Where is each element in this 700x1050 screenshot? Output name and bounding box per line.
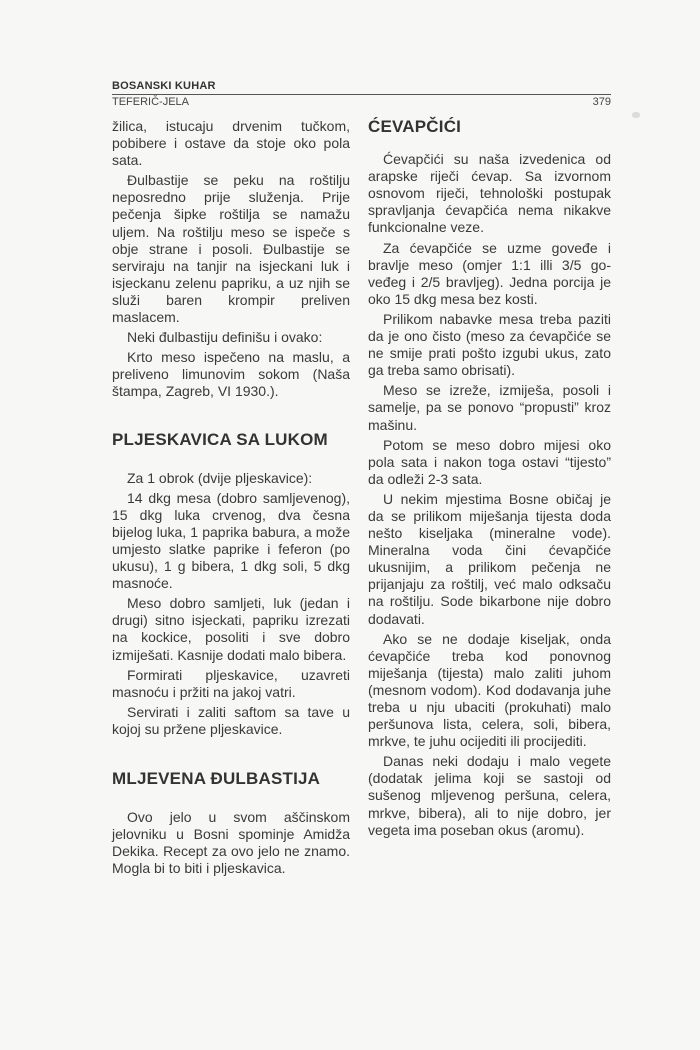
paragraph: Za ćevapčiće se uzme goveđe i bravlje meso (omjer 1:1 illi 3/5 goveđeg i 2/5 bravljeg). Jedna porcija je oko 15 dkg mesa bez kosti. xyxy=(368,239,611,307)
running-header xyxy=(112,80,611,109)
paragraph: Danas neki dodaju i malo vegete (dodatak jelima koji se sastoji od sušenog mljevenog peršuna, celera, mrkve, bibera), ali to nije dobro, jer vegeta ima poseban okus (aromu). xyxy=(368,753,611,838)
paragraph: Za 1 obrok (dvije pljeskavice): xyxy=(127,469,313,486)
paragraph: Ćevapčići su naša izvedenica od arapske riječi ćevap. Sa izvornom osnovom riječi, tehnološki postupak spravljanja ćevapčića nema nikakve funkcionalne veze. xyxy=(368,151,611,236)
paragraph: Ako se ne dodaje kiseljak, onda ćevapčiće treba kod ponovnog miješanja (tijesta) malo zaliti juhom (mesnom vodom). Kod dodavanja juhe treba u nju ubaciti (prokuhati) malo peršunova lista, celera, soli, bibera, mrkve, te juhu ocijediti ili procijediti. xyxy=(368,630,611,750)
paragraph: Krto meso ispečeno na maslu, a preliveno limunovim sokom (Naša štampa, Zagreb, VI 1930.). xyxy=(112,349,350,400)
scan-speck xyxy=(632,112,640,118)
section-heading: ĆEVAPČIĆI xyxy=(368,117,462,136)
paragraph: Ovo jelo u svom aščinskom jelovniku u Bosni spominje Amidža Dekika. Recept za ovo jelo ne znamo. Mogla bi to biti i pljeskavica. xyxy=(112,809,350,877)
paragraph: Đulbastije se peku na roštilju neposredno prije služenja. Prije pečenja šipke roštilja se namažu uljem. Na roštilju meso se ispeče s obje strane i posoli. Đulbastije se serviraju na tanjir na isjeckani luk i isjeckanu zelenu papriku, a uz njih se služi baren krompir preliven maslacem. xyxy=(112,172,350,326)
left-column xyxy=(112,118,350,880)
paragraph: Potom se meso dobro mijesi oko pola sata i nakon toga ostavi “tijesto” da odleži 2-3 sata. xyxy=(368,436,611,487)
header-row xyxy=(112,96,611,109)
page-number: 379 xyxy=(592,96,611,108)
chapter-title: TEFERIČ-JELA xyxy=(112,96,190,108)
paragraph: Formirati pljeskavice, uzavreti masnoću i pržiti na jakoj vatri. xyxy=(112,666,350,700)
paragraph: Servirati i zaliti saftom sa tave u kojoj su pržene pljeskavice. xyxy=(112,703,350,737)
paragraph: žilica, istucaju drvenim tučkom, pobibere i ostave da stoje oko pola sata. xyxy=(112,118,350,169)
paragraph: Prilikom nabavke mesa treba paziti da je ono čisto (meso za ćevapčiće se ne smije prati pošto izgubi ukus, zato ga treba samo obrisati). xyxy=(368,310,611,379)
header-rule xyxy=(112,94,611,95)
paragraph: Meso se izreže, izmiješa, posoli i samelje, pa se ponovo “propusti” kroz mašinu. xyxy=(368,382,611,433)
section-heading: MLJEVENA ĐULBASTIJA xyxy=(112,769,321,788)
book-title: BOSANSKI KUHAR xyxy=(112,80,216,92)
paragraph: 14 dkg mesa (dobro samljevenog), 15 dkg luka crvenog, dva česna bijelog luka, 1 paprika babura, a može umjesto slatke paprike i feferon (po ukusu), 1 g bibera, 1 dkg soli, 5 dkg masnoće. xyxy=(112,489,350,592)
section-heading: PLJESKAVICA SA LUKOM xyxy=(112,429,328,449)
right-column xyxy=(368,118,611,842)
paragraph: U nekim mjestima Bosne običaj je da se prilikom miješanja tijesta doda nešto kiseljaka (mineralne vode). Mineralna voda čini ćevapčiće ukusnijim, a prilikom pečenja ne prijanjaju za roštilj, već malo odksaču na roštilju. Sode bikarbone nije dobro dodavati. xyxy=(368,490,611,627)
paragraph: Neki đulbastiju definišu i ovako: xyxy=(127,329,323,346)
paragraph: Meso dobro samljeti, luk (jedan i drugi) sitno isjeckati, papriku izrezati na kockice, posoliti i sve dobro izmiješati. Kasnije dodati malo bibera. xyxy=(112,595,350,663)
